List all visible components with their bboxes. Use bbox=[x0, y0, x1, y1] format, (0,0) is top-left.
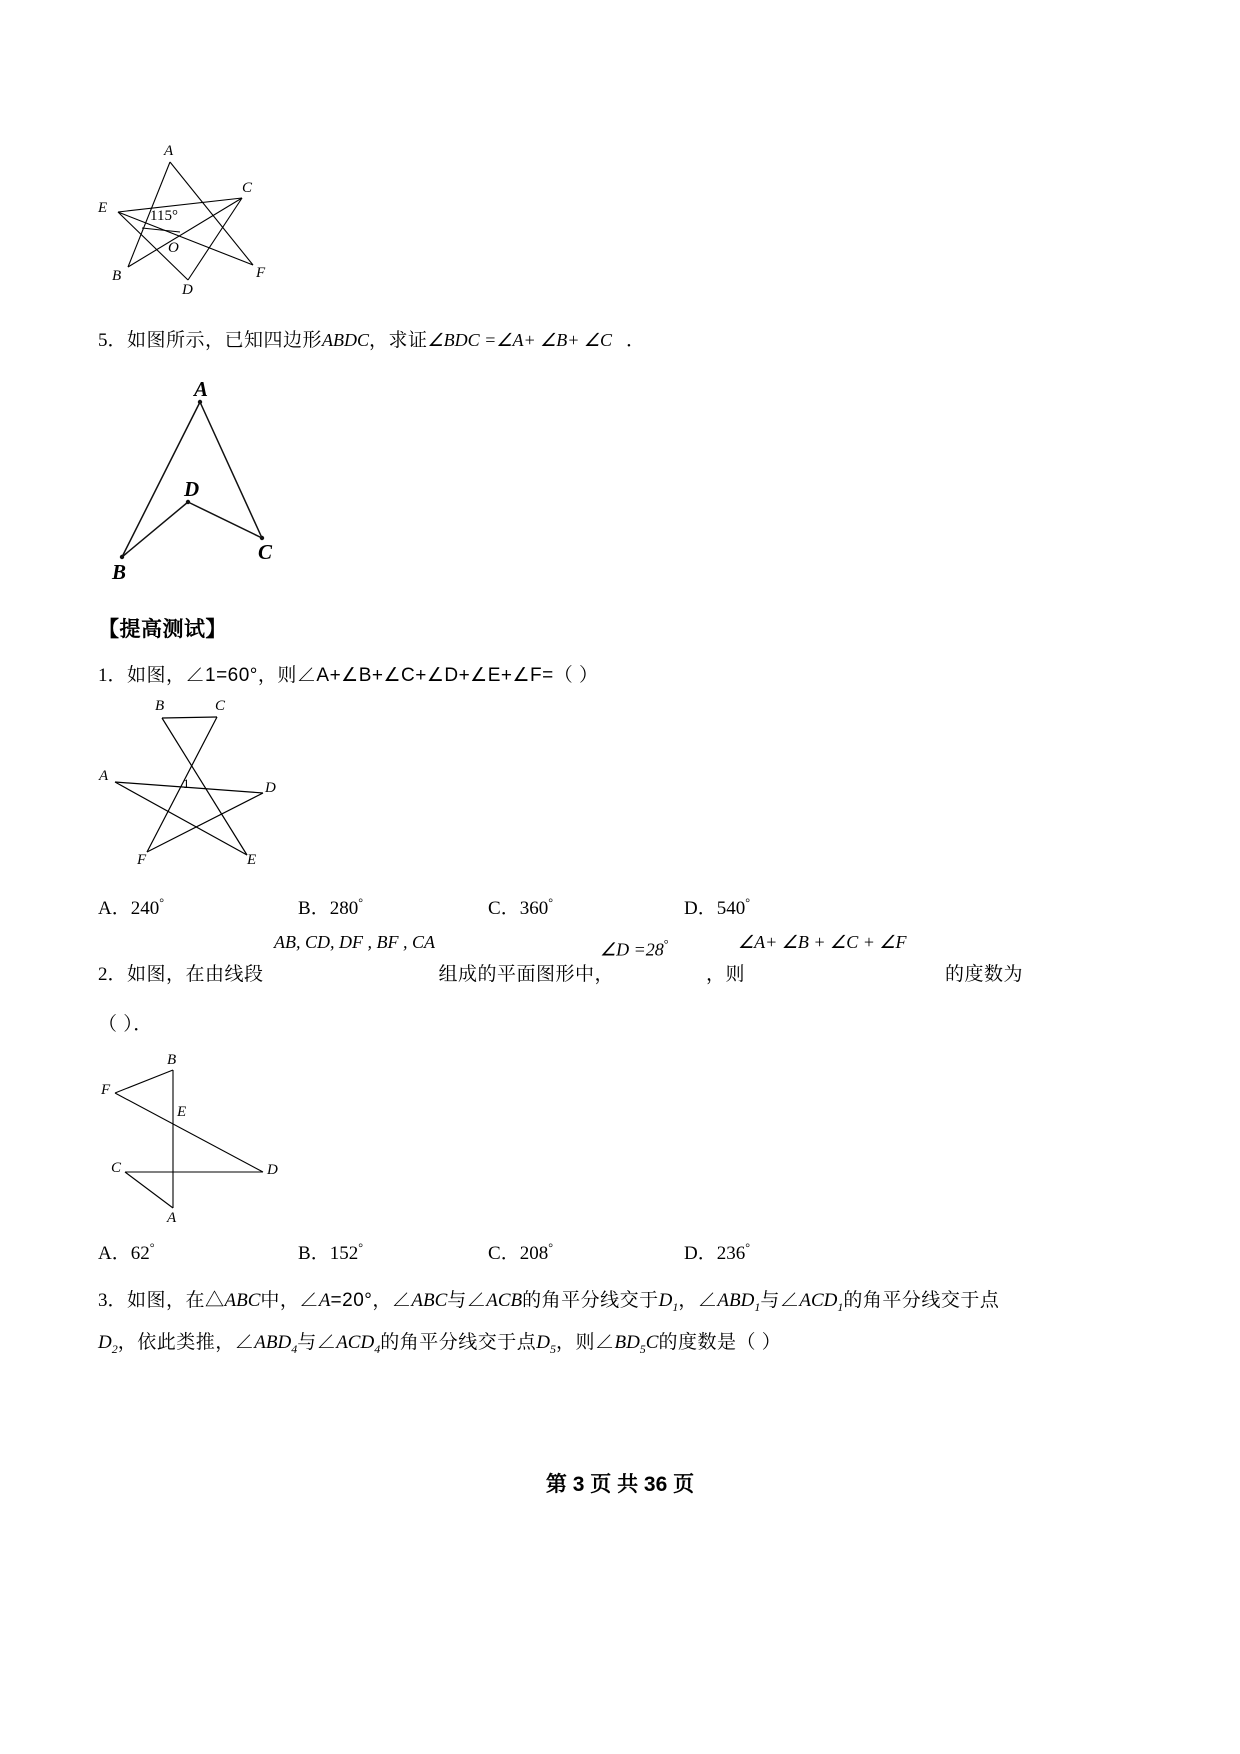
figure2-label-B: B bbox=[112, 560, 127, 584]
q2-option-D-dot: ． bbox=[697, 1243, 717, 1264]
q5-text-before: ．如图所示，已知四边形 bbox=[107, 330, 323, 351]
figure1-label-C: C bbox=[242, 180, 253, 196]
figure1-label-D: D bbox=[182, 282, 193, 298]
q3-acd1: ACD bbox=[799, 1290, 838, 1311]
q5-period: ． bbox=[626, 330, 646, 351]
q2-option-B-value: 152 bbox=[329, 1243, 359, 1264]
figure-six-point-star bbox=[95, 700, 325, 880]
figure1-label-B: B bbox=[112, 268, 122, 284]
question-2-line2: （ ）． bbox=[98, 1014, 153, 1035]
q1-option-B-unit: ° bbox=[358, 895, 364, 910]
figure2-label-C: C bbox=[258, 540, 273, 564]
figure1-label-O: O bbox=[168, 240, 179, 256]
q3-d1-sub: 1 bbox=[672, 1299, 679, 1314]
q2-option-B-dot: ． bbox=[310, 1243, 330, 1264]
q3-acb: ACB bbox=[486, 1290, 523, 1311]
q1-option-D-value: 540 bbox=[716, 898, 746, 919]
q1-option-D-dot: ． bbox=[697, 898, 717, 919]
q2-option-C[interactable] bbox=[488, 1238, 553, 1265]
q1-text: ．如图，∠1=60°，则∠A+∠B+∠C+∠D+∠E+∠F=（ ） bbox=[107, 665, 599, 686]
q3-l2-p2: 与∠ bbox=[297, 1332, 337, 1353]
q3-l2-p3: 的角平分线交于点 bbox=[380, 1332, 537, 1353]
q3-bd5c-c: C bbox=[645, 1332, 659, 1353]
figure3-label-E: E bbox=[247, 852, 257, 868]
q3-number: 3 bbox=[98, 1290, 108, 1311]
q1-number: 1 bbox=[98, 665, 108, 686]
q1-option-D[interactable] bbox=[684, 893, 750, 920]
q1-option-A-key: A bbox=[98, 898, 112, 919]
q2-text-d: 的度数为 bbox=[945, 964, 1024, 985]
q5-formula: ∠BDC =∠A+ ∠B+ ∠C bbox=[427, 330, 613, 350]
q3-abc: ABC bbox=[224, 1290, 261, 1311]
q2-option-A-unit: ° bbox=[149, 1240, 155, 1255]
question-2-line1 bbox=[98, 962, 1023, 989]
q2-option-D[interactable] bbox=[684, 1238, 750, 1265]
q2-option-B-unit: ° bbox=[358, 1240, 364, 1255]
figure-segments-ABCDEF bbox=[101, 1052, 325, 1226]
q2-given-expr: ∠D =28 bbox=[600, 939, 664, 960]
q2-option-C-value: 208 bbox=[519, 1243, 549, 1264]
q2-segments: AB, CD, DF , BF , CA bbox=[274, 932, 435, 952]
figure4-label-A: A bbox=[167, 1210, 177, 1226]
q2-option-B[interactable] bbox=[298, 1238, 363, 1265]
section-title: 【提高测试】 bbox=[98, 618, 227, 641]
q2-number: 2 bbox=[98, 964, 108, 985]
figure3-label-A: A bbox=[99, 768, 109, 784]
q3-d5-sub: 5 bbox=[549, 1341, 556, 1356]
q3-acd1-sub: 1 bbox=[837, 1299, 844, 1314]
q1-option-B-value: 280 bbox=[329, 898, 359, 919]
q3-l1-p7: 与∠ bbox=[760, 1290, 800, 1311]
q3-l1-p6: ，∠ bbox=[678, 1290, 718, 1311]
page-footer: 第 3 页 共 36 页 bbox=[545, 1473, 695, 1496]
q5-number: 5 bbox=[98, 330, 108, 351]
figure1-label-E: E bbox=[98, 200, 108, 216]
q3-l1-p3: =20°，∠ bbox=[330, 1290, 412, 1311]
figure3-label-angle1: 1 bbox=[183, 776, 190, 791]
q3-l1-p5: 的角平分线交于 bbox=[522, 1290, 659, 1311]
figure2-label-D: D bbox=[184, 477, 200, 501]
q3-abc2: ABC bbox=[411, 1290, 448, 1311]
q3-abd1: ABD bbox=[717, 1290, 755, 1311]
q2-option-A-value: 62 bbox=[130, 1243, 150, 1264]
q2-option-C-dot: ． bbox=[500, 1243, 520, 1264]
q1-option-C-unit: ° bbox=[548, 895, 554, 910]
figure2-label-A: A bbox=[194, 377, 209, 401]
q2-given bbox=[600, 936, 669, 964]
figure-quadrilateral-ABDC bbox=[100, 377, 360, 585]
q3-l2-p4: ，则∠ bbox=[555, 1332, 615, 1353]
q2-option-A-key: A bbox=[98, 1243, 112, 1264]
q3-bd5c: BD bbox=[614, 1332, 640, 1353]
q2-given-degree: ° bbox=[663, 937, 669, 951]
q3-d2-sub: 2 bbox=[111, 1341, 118, 1356]
q3-acd4: ACD bbox=[336, 1332, 375, 1353]
q2-option-B-key: B bbox=[298, 1243, 311, 1264]
q3-l1-p2: 中，∠ bbox=[260, 1290, 319, 1311]
figure4-label-C: C bbox=[111, 1160, 122, 1176]
q1-option-A-value: 240 bbox=[130, 898, 160, 919]
q3-d2: D bbox=[98, 1332, 112, 1353]
q3-l2-p5: 的度数是（ ） bbox=[658, 1332, 782, 1353]
figure1-label-F: F bbox=[256, 265, 266, 281]
q3-acd4-sub: 4 bbox=[374, 1341, 381, 1356]
q2-option-D-key: D bbox=[684, 1243, 698, 1264]
q1-option-A-unit: ° bbox=[159, 895, 165, 910]
q3-l1-p4: 与∠ bbox=[447, 1290, 487, 1311]
q2-option-A-dot: ． bbox=[111, 1243, 131, 1264]
q3-abd4: ABD bbox=[254, 1332, 292, 1353]
q1-option-D-key: D bbox=[684, 898, 698, 919]
q3-d5: D bbox=[536, 1332, 550, 1353]
figure4-label-F: F bbox=[101, 1082, 111, 1098]
question-3-line1 bbox=[98, 1288, 999, 1316]
figure-star-115 bbox=[90, 140, 390, 310]
q5-text-mid: ，求证 bbox=[369, 330, 428, 351]
q1-option-C[interactable] bbox=[488, 893, 553, 920]
q1-option-B-key: B bbox=[298, 898, 311, 919]
q2-text-a: ．如图，在由线段 bbox=[107, 964, 264, 985]
q5-quadrilateral: ABDC bbox=[322, 330, 370, 350]
figure4-label-B: B bbox=[167, 1052, 177, 1068]
question-1 bbox=[98, 663, 598, 690]
q3-bd5c-sub: 5 bbox=[639, 1341, 646, 1356]
q2-option-C-key: C bbox=[488, 1243, 501, 1264]
q2-text-c: ，则 bbox=[706, 964, 746, 985]
q3-a: A bbox=[318, 1290, 331, 1311]
q1-option-B[interactable] bbox=[298, 893, 363, 920]
q3-l1-p8: 的角平分线交于点 bbox=[843, 1290, 1000, 1311]
q1-option-A-dot: ． bbox=[111, 898, 131, 919]
q1-option-D-unit: ° bbox=[745, 895, 751, 910]
q3-abd4-sub: 4 bbox=[291, 1341, 298, 1356]
q3-l1-p1: ．如图，在△ bbox=[107, 1290, 225, 1311]
figure3-label-B: B bbox=[155, 698, 165, 714]
figure3-label-F: F bbox=[137, 852, 147, 868]
q1-option-C-value: 360 bbox=[519, 898, 549, 919]
figure1-label-A: A bbox=[164, 143, 174, 159]
figure3-label-D: D bbox=[265, 780, 276, 796]
q2-text-b: 组成的平面图形中， bbox=[438, 964, 615, 985]
figure3-label-C: C bbox=[215, 698, 226, 714]
q1-option-C-dot: ． bbox=[500, 898, 520, 919]
question-3-line2 bbox=[98, 1330, 781, 1358]
figure4-label-E: E bbox=[177, 1104, 187, 1120]
q2-option-D-unit: ° bbox=[745, 1240, 751, 1255]
q1-option-A[interactable] bbox=[98, 893, 164, 920]
question-5 bbox=[98, 328, 646, 355]
figure4-label-D: D bbox=[267, 1162, 278, 1178]
q1-option-B-dot: ． bbox=[310, 898, 330, 919]
q3-abd1-sub: 1 bbox=[754, 1299, 761, 1314]
q3-l2-p1: ，依此类推，∠ bbox=[117, 1332, 255, 1353]
q2-option-C-unit: ° bbox=[548, 1240, 554, 1255]
q1-option-C-key: C bbox=[488, 898, 501, 919]
q2-option-D-value: 236 bbox=[716, 1243, 746, 1264]
q3-d1: D bbox=[658, 1290, 673, 1311]
q2-sum-expression: ∠A+ ∠B + ∠C + ∠F bbox=[738, 932, 907, 952]
figure1-angle-label: 115° bbox=[150, 208, 178, 224]
q2-option-A[interactable] bbox=[98, 1238, 155, 1265]
